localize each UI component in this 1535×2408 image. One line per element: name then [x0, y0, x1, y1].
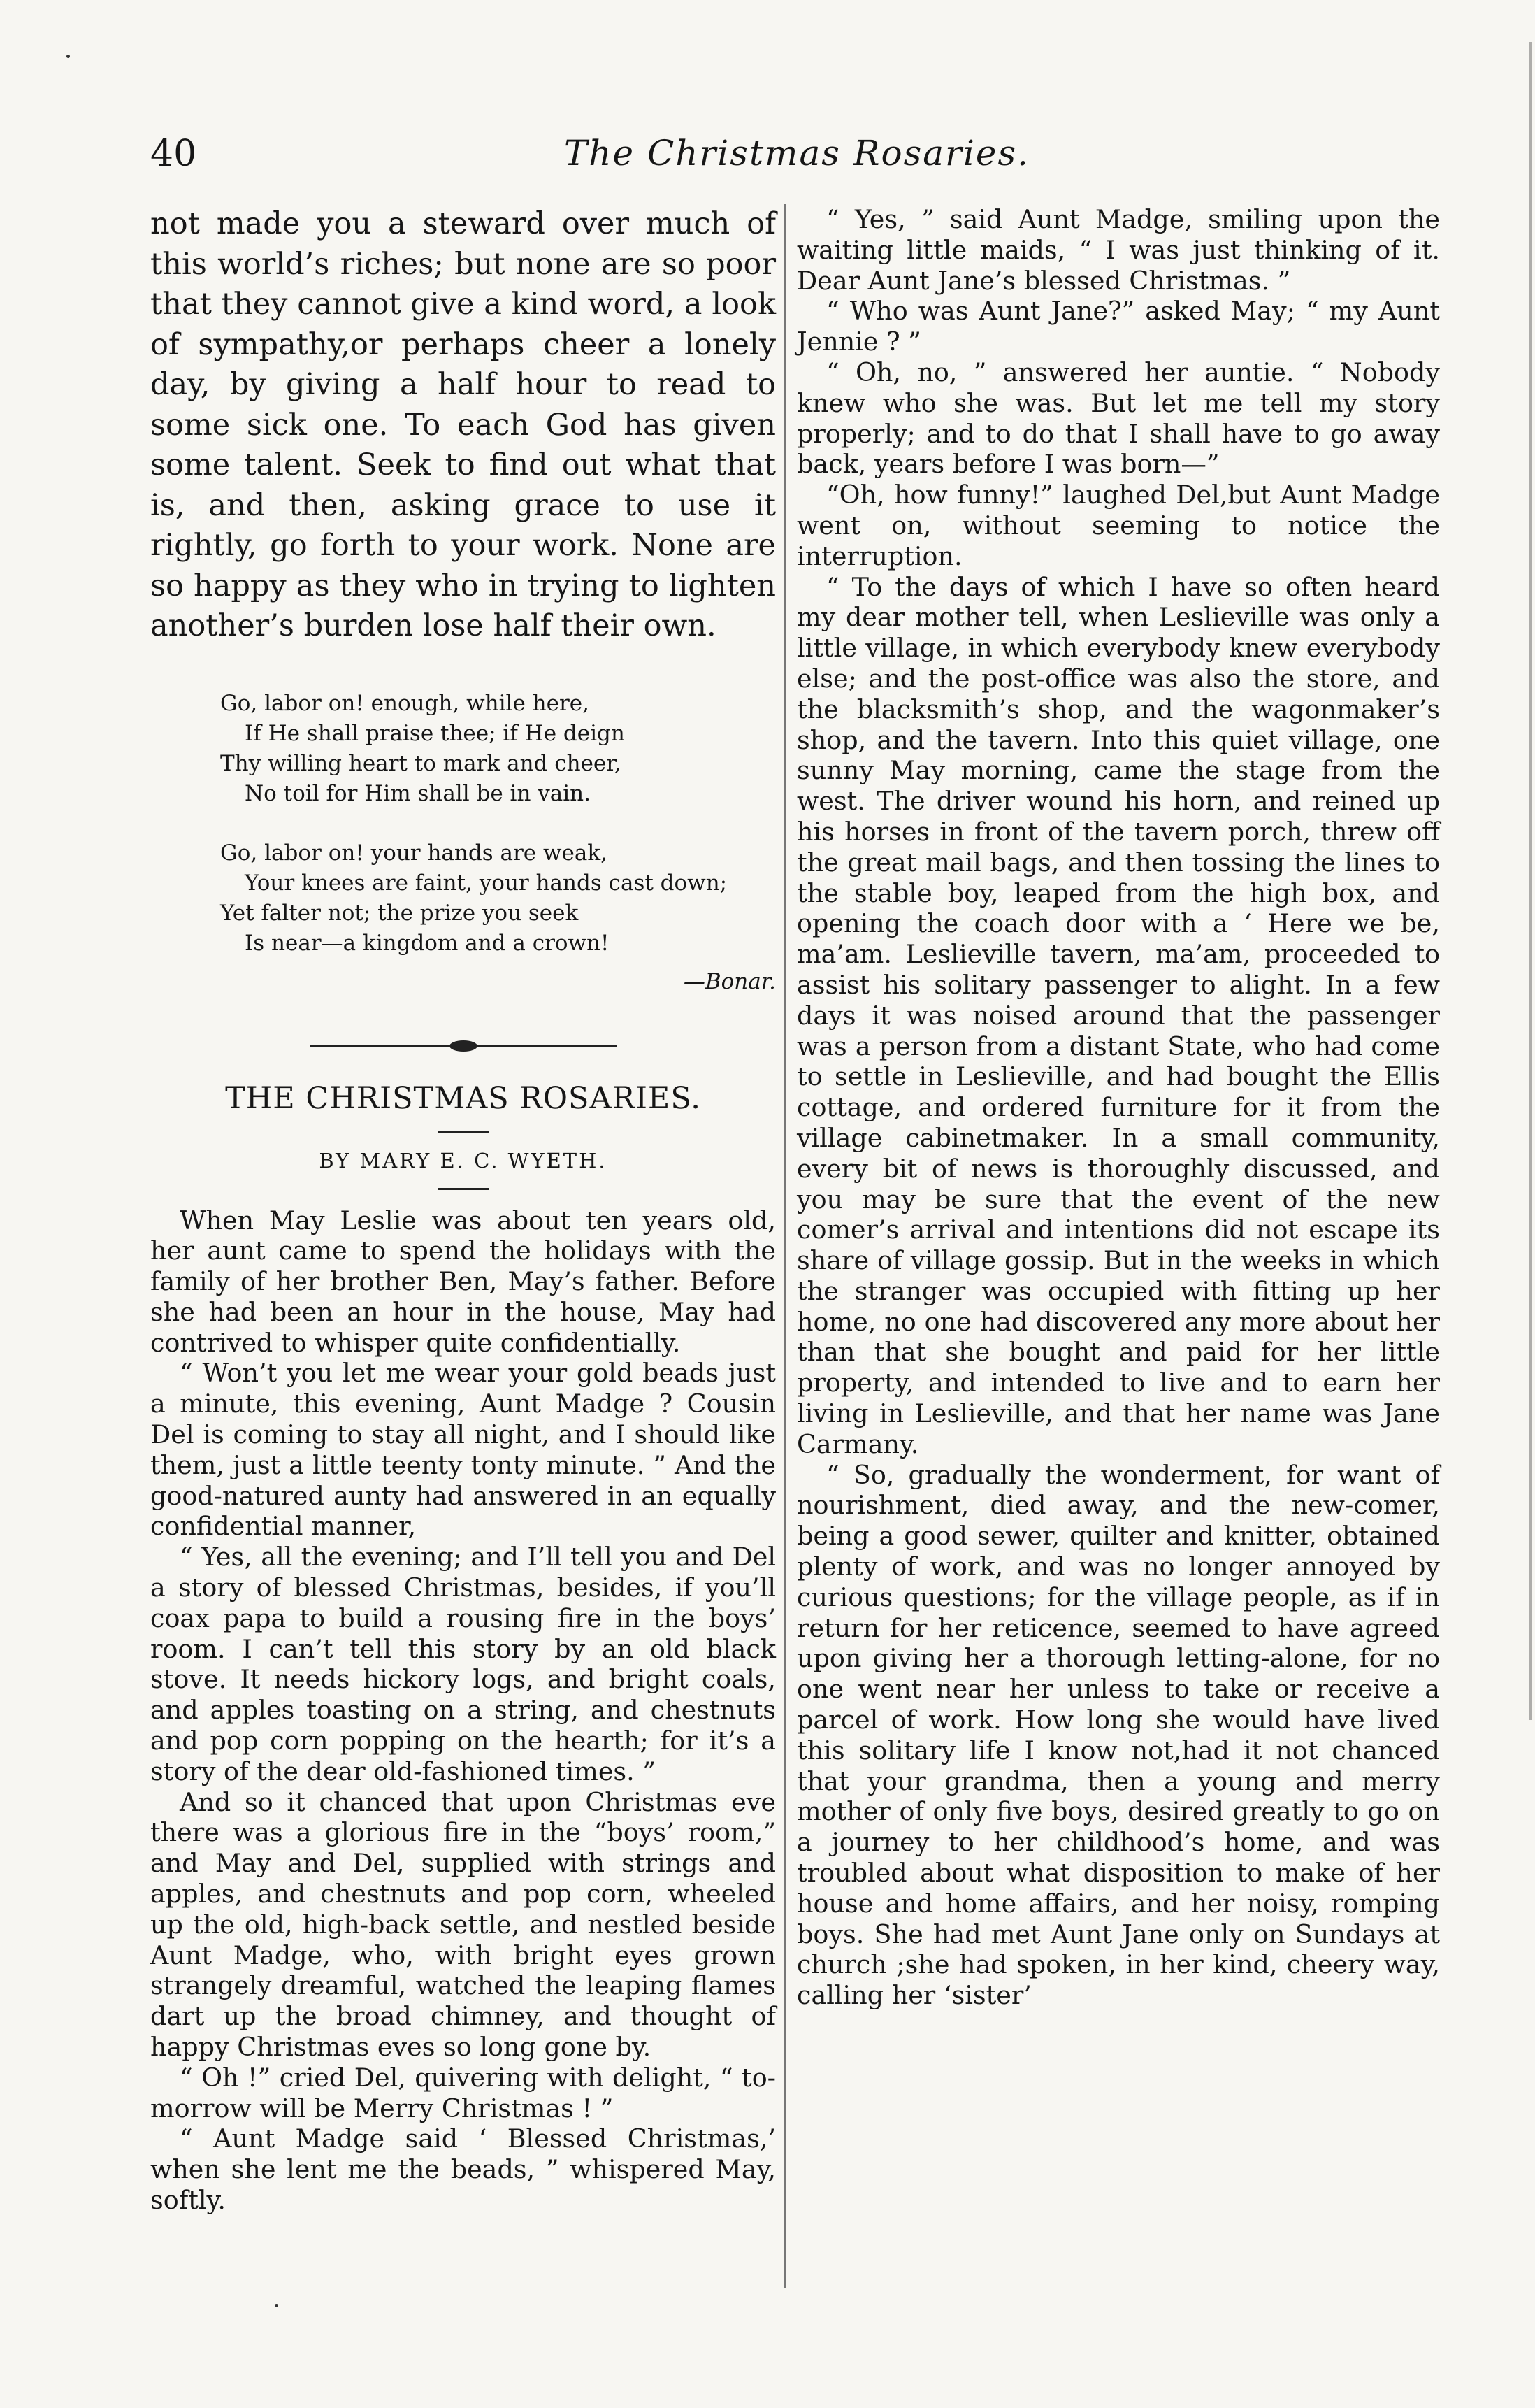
- poem-line: Thy willing heart to mark and cheer,: [220, 750, 621, 776]
- print-speck: [275, 2304, 278, 2307]
- left-body-text: [150, 1205, 776, 2216]
- poem-stanza-1: [220, 689, 776, 809]
- story-paragraph: “ To the days of which I have so often heard my dear mother tell, when Leslieville was only a little village, in which everybody knew everybody else; and the post-office was also the store, and the blacksmith’s shop, and the wagonmaker’s shop, and the tavern. Into this quiet village, one sunny May morning, came the stage from the west. The driver wound his horn, and reined up his horses in front of the tavern porch, threw off the great mail bags, and then tossing the lines to the stable boy, leaped from the high box, and opening the coach door with a ‘ Here we be, ma’am. Leslieville tavern, ma’am, proceeded to assist his solitary passenger to alight. In a few days it was noised around that the passenger was a person from a distant State, who had come to settle in Leslieville, and had bought the Ellis cottage, and ordered furniture for it from the village cabinetmaker. In a small community, every bit of news is thoroughly discussed, and you may be sure that the event of the new comer’s arrival and intentions did not escape its share of village gossip. But in the weeks in which the stranger was occupied with fitting up her home, no one had discovered any more about her than that she bought and paid for her little property, and intended to live and to earn her living in Leslieville, and that her name was Jane Carmany.: [797, 571, 1440, 1459]
- story-title: THE CHRISTMAS ROSARIES.: [225, 1080, 701, 1116]
- poem-line: Go, labor on! enough, while here,: [220, 690, 589, 716]
- page-header: [140, 133, 1454, 182]
- story-paragraph: “ Yes, all the evening; and I’ll tell you and Del a story of blessed Christmas, besides, if you’ll coax papa to build a rousing fire in the boys’ room. I can’t tell this story by an old black stove. It needs hickory logs, and bright coals, and apples toasting on a string, and chestnuts and pop corn popping on the hearth; for it’s a story of the dear old-fashioned times. ”: [150, 1542, 776, 1786]
- poem-line: Go, labor on! your hands are weak,: [220, 840, 607, 866]
- story-paragraph: When May Leslie was about ten years old, her aunt came to spend the holidays with the family of her brother Ben, May’s father. Before she had been an hour in the house, May had contrived to whisper quite confidentially.: [150, 1205, 776, 1358]
- page-number: 40: [150, 133, 197, 175]
- story-paragraph: “ Who was Aunt Jane?” asked May; “ my Aunt Jennie ? ”: [797, 296, 1440, 357]
- print-speck: [66, 55, 70, 58]
- story-paragraph: “ Oh, no, ” answered her auntie. “ Nobody knew who she was. But let me tell my story properly; and to do that I shall have to go away back, years before I was born—”: [797, 357, 1440, 480]
- left-column: [150, 204, 776, 2216]
- poem-line: If He shall praise thee; if He deign: [245, 720, 625, 746]
- story-paragraph: “ So, gradually the wonderment, for want of nourishment, died away, and the new-comer, being a good sewer, quilter and knitter, obtained plenty of work, and was no longer annoyed by curious questions; for the village people, as if in return for her reticence, seemed to have agreed upon giving her a thorough letting-alone, for no one went near her unless to take or receive a parcel of work. How long she would have lived this solitary life I know not,had it not chanced that your grandma, then a young and merry mother of only five boys, desired greatly to go on a journey to her childhood’s home, and was troubled about what disposition to make of her house and home affairs, and her noisy, romping boys. She had met Aunt Jane only on Sundays at church ;she had spoken, in her kind, cheery way, calling her ‘sister’: [797, 1459, 1440, 2011]
- story-paragraph: “ Yes, ” said Aunt Madge, smiling upon the waiting little maids, “ I was just thinking of it. Dear Aunt Jane’s blessed Christmas. ”: [797, 204, 1440, 296]
- section-ornament-rule: [310, 1039, 617, 1053]
- right-column: [797, 204, 1440, 2011]
- poem-stanza-2: [220, 838, 776, 959]
- title-rule: [438, 1131, 489, 1133]
- poem-line: No toil for Him shall be in vain.: [245, 780, 591, 806]
- poem-line: Your knees are faint, your hands cast down;: [245, 870, 728, 896]
- story-paragraph: And so it chanced that upon Christmas eve there was a glorious fire in the “boys’ room,” and May and Del, supplied with strings and apples, and chestnuts and pop corn, wheeled up the old, high-back settle, and nestled beside Aunt Madge, who, with bright eyes grown strangely dreamful, watched the leaping flames dart up the broad chimney, and thought of happy Christmas eves so long gone by.: [150, 1786, 776, 2063]
- poem: [220, 689, 776, 997]
- poem-line: Yet falter not; the prize you seek: [220, 900, 579, 926]
- story-paragraph: “ Aunt Madge said ‘ Blessed Christmas,’ when she lent me the beads, ” whispered May, softly.: [150, 2123, 776, 2215]
- lead-section: [150, 204, 776, 647]
- lead-paragraph: not made you a steward over much of this world’s riches; but none are so poor that they cannot give a kind word, a look of sympathy,or perhaps cheer a lonely day, by giving a half hour to read to some sick one. To each God has given some talent. Seek to find out what that is, and then, asking grace to use it rightly, go forth to your work. None are so happy as they who in trying to lighten another’s burden lose half their own.: [150, 206, 776, 643]
- story-paragraph: “ Won’t you let me wear your gold beads just a minute, this evening, Aunt Madge ? Cousin Del is coming to stay all night, and I should like them, just a little teenty tonty minute. ” And the good-natured aunty had answered in an equally confidential manner,: [150, 1358, 776, 1542]
- poem-line: Is near—a kingdom and a crown!: [245, 930, 610, 956]
- running-title: The Christmas Rosaries.: [563, 133, 1030, 173]
- byline-rule: [438, 1188, 489, 1190]
- page-edge-shadow: [1529, 42, 1532, 1720]
- byline: BY MARY E. C. WYETH.: [319, 1148, 607, 1173]
- column-divider: [784, 204, 786, 2288]
- story-paragraph: “ Oh !” cried Del, quivering with delight, “ to-morrow will be Merry Christmas ! ”: [150, 2062, 776, 2123]
- story-paragraph: “Oh, how funny!” laughed Del,but Aunt Madge went on, without seeming to notice the interruption.: [797, 480, 1440, 571]
- poem-attribution: —Bonar.: [683, 968, 776, 994]
- ornament-diamond: [449, 1040, 477, 1052]
